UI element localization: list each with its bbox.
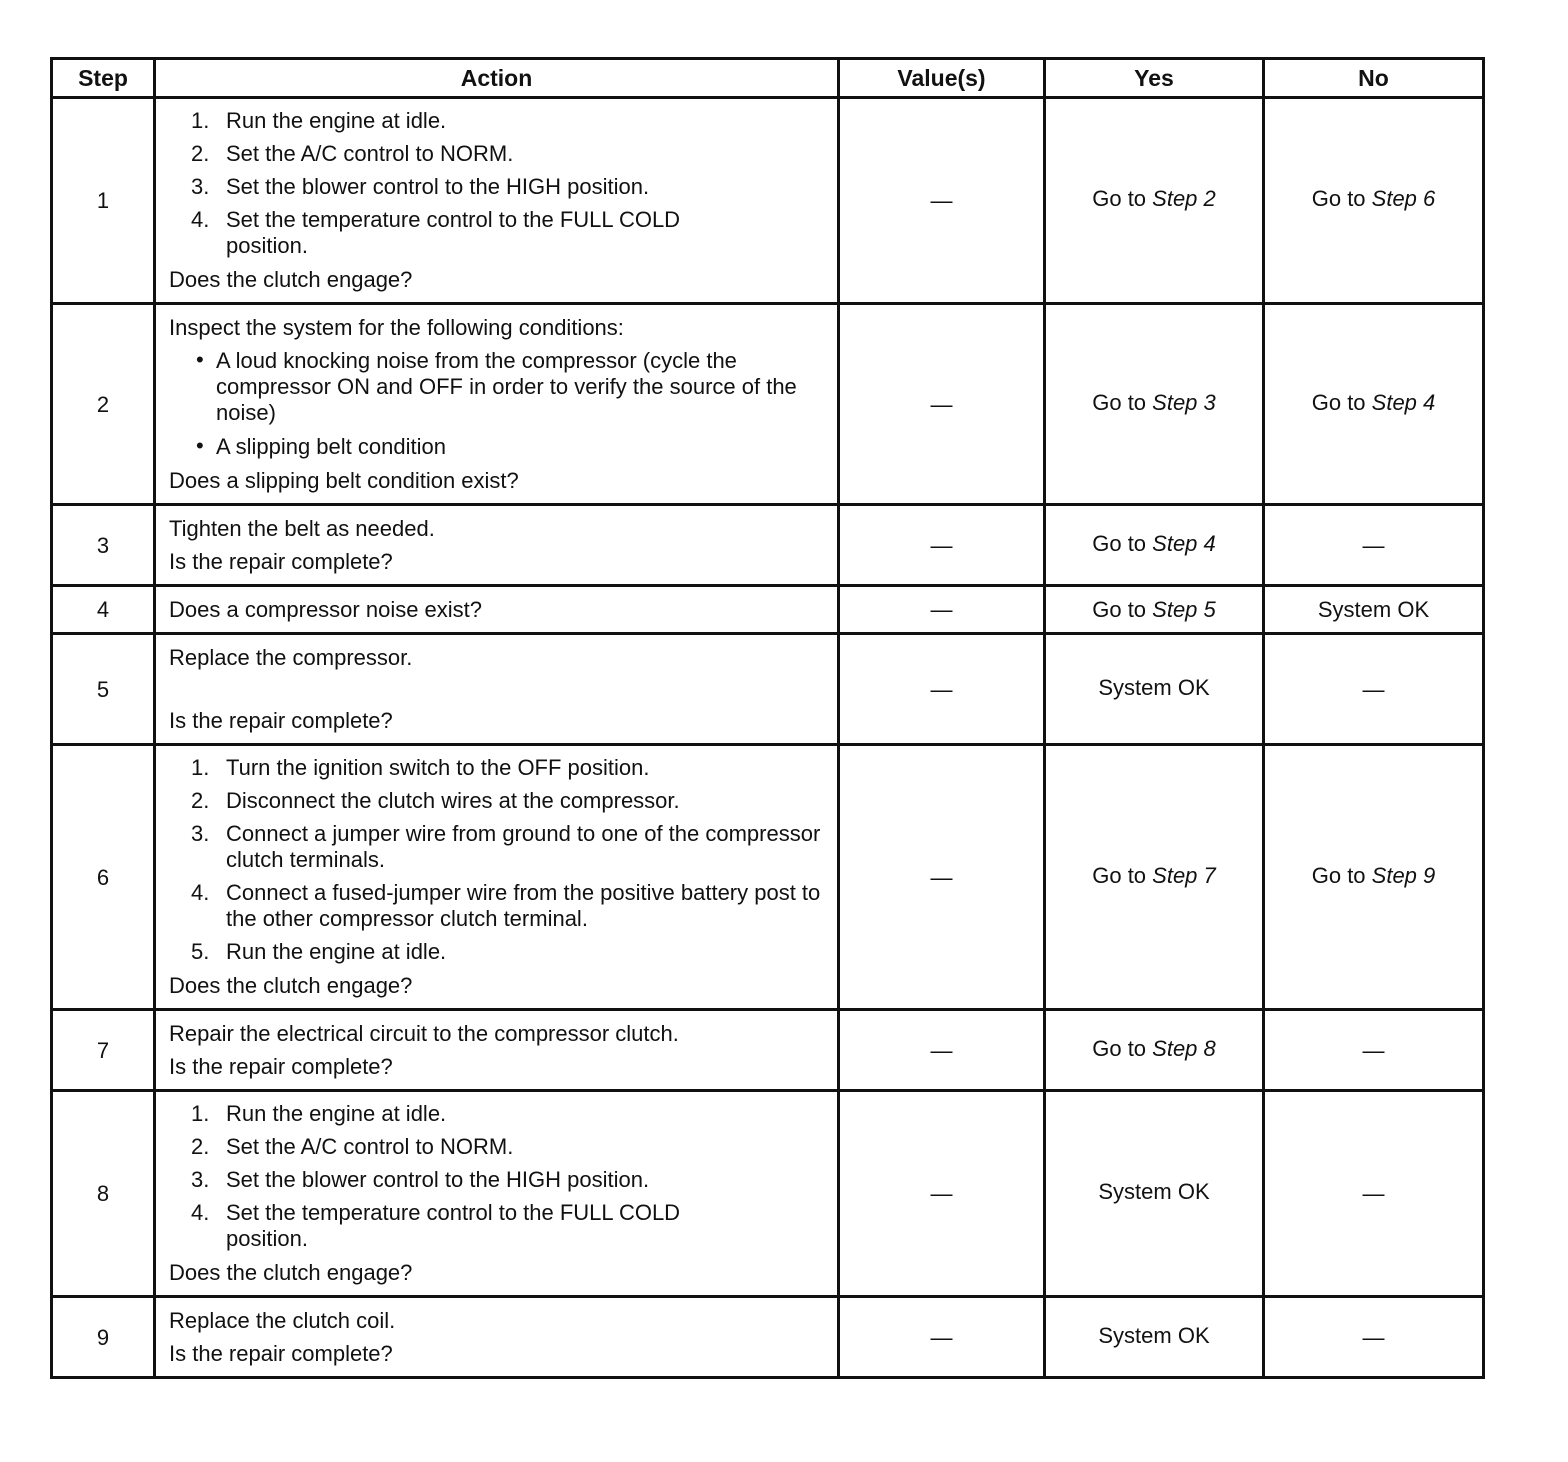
- value-cell: —: [839, 745, 1045, 1010]
- yes-cell: Go to Step 8: [1045, 1010, 1264, 1091]
- table-row: [52, 586, 1484, 634]
- yes-cell: System OK: [1045, 1091, 1264, 1297]
- step-number: 8: [52, 1091, 155, 1297]
- step-reference: Step 8: [1152, 1035, 1216, 1061]
- yes-cell: Go to Step 2: [1045, 98, 1264, 304]
- step-number: 2: [52, 304, 155, 505]
- list-item: 3. Connect a jumper wire from ground to one of the compressor clutch terminals.: [191, 821, 821, 872]
- header-step: Step: [52, 59, 155, 98]
- action-question: Is the repair complete?: [169, 1054, 393, 1079]
- no-cell: —: [1264, 1297, 1484, 1378]
- action-cell: [155, 98, 839, 304]
- yes-cell: Go to Step 5: [1045, 586, 1264, 634]
- no-cell: —: [1264, 505, 1484, 586]
- no-cell: Go to Step 4: [1264, 304, 1484, 505]
- action-question: Does a compressor noise exist?: [169, 597, 483, 622]
- value-cell: —: [839, 1297, 1045, 1378]
- list-item: 2. Set the A/C control to NORM.: [191, 1134, 514, 1159]
- list-item: • A slipping belt condition: [196, 433, 446, 459]
- table-row: [52, 1010, 1484, 1091]
- no-cell: Go to Step 6: [1264, 98, 1484, 304]
- yes-cell: System OK: [1045, 634, 1264, 745]
- action-intro: Repair the electrical circuit to the compressor clutch.: [169, 1021, 679, 1046]
- value-cell: —: [839, 586, 1045, 634]
- no-cell: —: [1264, 1010, 1484, 1091]
- step-number: 4: [52, 586, 155, 634]
- table-row: [52, 1091, 1484, 1297]
- header-no: No: [1264, 59, 1484, 98]
- action-intro: Tighten the belt as needed.: [169, 516, 435, 541]
- table-row: [52, 98, 1484, 304]
- action-intro: Replace the clutch coil.: [169, 1308, 396, 1333]
- list-item: 3. Set the blower control to the HIGH position.: [191, 1167, 650, 1192]
- value-cell: —: [839, 98, 1045, 304]
- no-cell: System OK: [1264, 586, 1484, 634]
- header-values: Value(s): [839, 59, 1045, 98]
- action-question: Does the clutch engage?: [169, 973, 413, 998]
- action-question: Does the clutch engage?: [169, 267, 413, 292]
- table-row: [52, 304, 1484, 505]
- action-question: Is the repair complete?: [169, 708, 393, 733]
- step-number: 1: [52, 98, 155, 304]
- step-number: 9: [52, 1297, 155, 1378]
- list-item: • A loud knocking noise from the compressor (cycle the compressor ON and OFF in order to verify the source of the noise): [196, 347, 797, 425]
- list-item: 1. Run the engine at idle.: [191, 1101, 447, 1126]
- header-yes: Yes: [1045, 59, 1264, 98]
- header-row: [52, 59, 1484, 98]
- list-item: 3. Set the blower control to the HIGH position.: [191, 174, 650, 199]
- header-action: Action: [155, 59, 839, 98]
- bullet-list: [169, 344, 823, 464]
- diagnostic-table: [50, 57, 1485, 1379]
- action-cell: [155, 1010, 839, 1091]
- step-reference: Step 4: [1371, 389, 1436, 415]
- value-cell: —: [839, 634, 1045, 745]
- step-reference: Step 5: [1152, 597, 1216, 622]
- table-row: [52, 1297, 1484, 1378]
- table-row: [52, 745, 1484, 1010]
- no-cell: Go to Step 9: [1264, 745, 1484, 1010]
- action-cell: [155, 586, 839, 634]
- step-reference: Step 3: [1152, 389, 1216, 415]
- step-number: 6: [52, 745, 155, 1010]
- value-cell: —: [839, 1010, 1045, 1091]
- step-number: 7: [52, 1010, 155, 1091]
- list-item: 4. Connect a fused-jumper wire from the positive battery post to the other compressor clutch terminal.: [191, 880, 821, 931]
- step-reference: Step 4: [1152, 530, 1216, 556]
- action-intro: Replace the compressor.: [169, 645, 413, 670]
- step-reference: Step 7: [1152, 862, 1216, 888]
- value-cell: —: [839, 505, 1045, 586]
- list-item: 1. Turn the ignition switch to the OFF position.: [191, 755, 650, 780]
- spacer: [169, 674, 823, 704]
- list-item: 4. Set the temperature control to the FULL COLD position.: [191, 1200, 681, 1251]
- table-row: [52, 505, 1484, 586]
- no-cell: —: [1264, 1091, 1484, 1297]
- action-question: Is the repair complete?: [169, 549, 393, 574]
- value-cell: —: [839, 304, 1045, 505]
- action-intro: Inspect the system for the following conditions:: [169, 315, 624, 340]
- action-cell: [155, 634, 839, 745]
- list-item: 4. Set the temperature control to the FULL COLD position.: [191, 207, 681, 258]
- list-item: 1. Run the engine at idle.: [191, 108, 447, 133]
- step-number: 3: [52, 505, 155, 586]
- numbered-steps: [169, 1098, 823, 1256]
- numbered-steps: [169, 105, 823, 263]
- action-question: Does the clutch engage?: [169, 1260, 413, 1285]
- yes-cell: Go to Step 3: [1045, 304, 1264, 505]
- step-reference: Step 9: [1371, 862, 1436, 888]
- step-reference: Step 6: [1371, 186, 1436, 211]
- value-cell: —: [839, 1091, 1045, 1297]
- step-number: 5: [52, 634, 155, 745]
- step-reference: Step 2: [1152, 186, 1216, 211]
- action-cell: [155, 1297, 839, 1378]
- action-question: Is the repair complete?: [169, 1341, 393, 1366]
- yes-cell: Go to Step 4: [1045, 505, 1264, 586]
- no-cell: —: [1264, 634, 1484, 745]
- yes-cell: Go to Step 7: [1045, 745, 1264, 1010]
- action-cell: [155, 304, 839, 505]
- yes-cell: System OK: [1045, 1297, 1264, 1378]
- list-item: 5. Run the engine at idle.: [191, 939, 447, 964]
- action-cell: [155, 1091, 839, 1297]
- action-cell: [155, 745, 839, 1010]
- numbered-steps: [169, 752, 823, 969]
- list-item: 2. Disconnect the clutch wires at the compressor.: [191, 788, 680, 813]
- action-cell: [155, 505, 839, 586]
- table-row: [52, 634, 1484, 745]
- action-question: Does a slipping belt condition exist?: [169, 468, 519, 493]
- list-item: 2. Set the A/C control to NORM.: [191, 141, 514, 166]
